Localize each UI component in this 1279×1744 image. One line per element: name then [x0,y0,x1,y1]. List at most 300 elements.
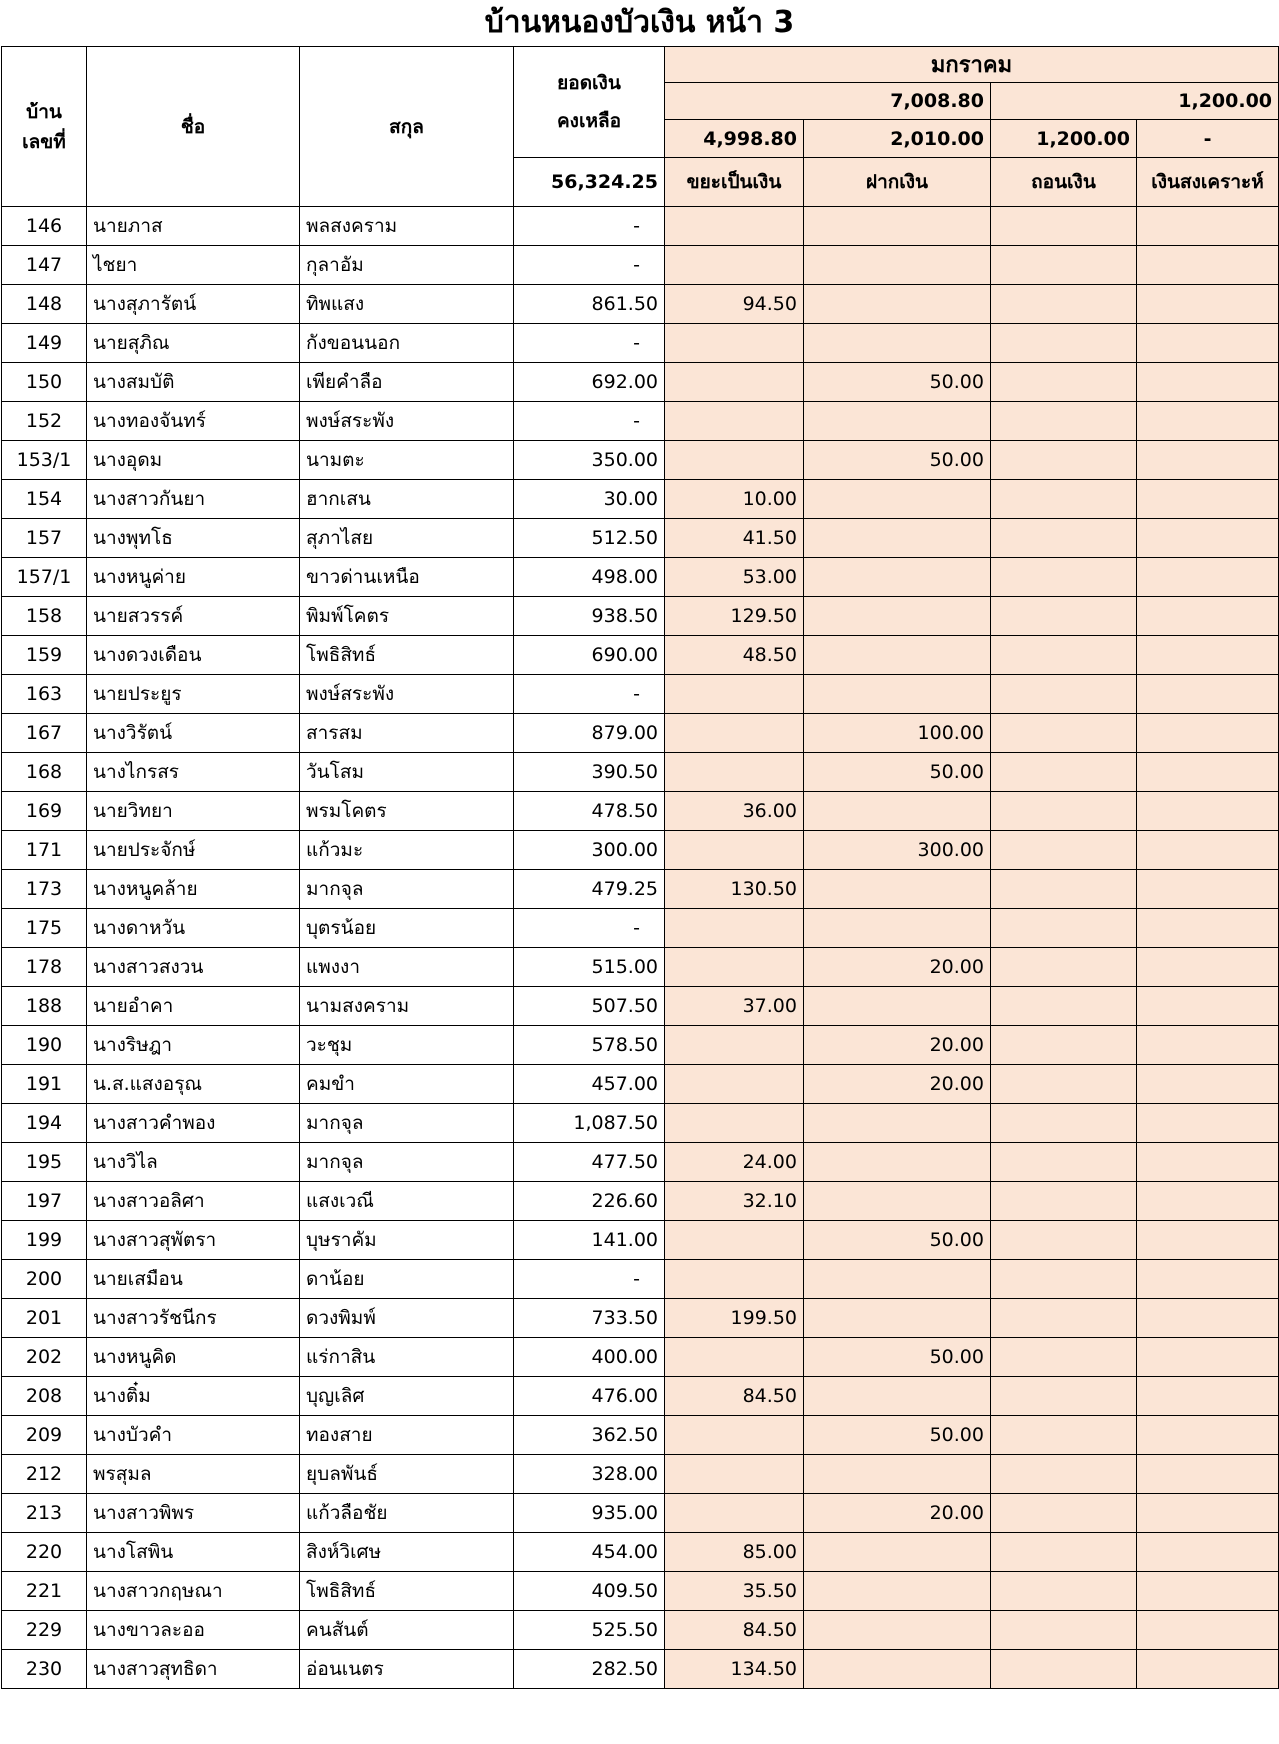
cell-surname: พรมโคตร [300,792,514,831]
table-body [2,207,1279,1689]
cell-garbage: 10.00 [665,480,804,519]
cell-no: 229 [2,1611,87,1650]
cell-withdraw [991,675,1137,714]
cell-garbage: 130.50 [665,870,804,909]
cell-surname: กังขอนนอก [300,324,514,363]
cell-welfare [1137,714,1279,753]
col-label-deposit: ฝากเงิน [804,158,991,207]
cell-balance: - [514,246,665,285]
cell-welfare [1137,1104,1279,1143]
cell-balance: 350.00 [514,441,665,480]
cell-surname: มากจุล [300,1104,514,1143]
cell-surname: ทิพแสง [300,285,514,324]
cell-balance: 454.00 [514,1533,665,1572]
cell-deposit: 20.00 [804,948,991,987]
cell-balance: - [514,324,665,363]
cell-no: 153/1 [2,441,87,480]
cell-welfare [1137,831,1279,870]
cell-withdraw [991,519,1137,558]
balance-header: ยอดเงิน คงเหลือ [514,47,665,158]
cell-garbage [665,1338,804,1377]
cell-no: 188 [2,987,87,1026]
cell-withdraw [991,1143,1137,1182]
cell-deposit: 50.00 [804,363,991,402]
cell-deposit [804,1455,991,1494]
cell-name: นางดาหวัน [87,909,300,948]
cell-withdraw [991,1104,1137,1143]
cell-name: นายอำคา [87,987,300,1026]
table-row [2,1299,1279,1338]
cell-withdraw [991,1455,1137,1494]
cell-withdraw [991,480,1137,519]
cell-deposit: 50.00 [804,1338,991,1377]
cell-name: นางสาวพิพร [87,1494,300,1533]
table-row [2,207,1279,246]
cell-no: 194 [2,1104,87,1143]
cell-surname: วันโสม [300,753,514,792]
table-row [2,909,1279,948]
cell-name: นางทองจันทร์ [87,402,300,441]
cell-name: นายเสมือน [87,1260,300,1299]
cell-no: 171 [2,831,87,870]
cell-surname: นามสงคราม [300,987,514,1026]
cell-welfare [1137,519,1279,558]
total-welfare: - [1137,120,1279,158]
cell-withdraw [991,402,1137,441]
table-row [2,1494,1279,1533]
cell-balance: 578.50 [514,1026,665,1065]
table-row [2,480,1279,519]
cell-withdraw [991,1299,1137,1338]
cell-welfare [1137,363,1279,402]
cell-no: 157 [2,519,87,558]
cell-welfare [1137,792,1279,831]
cell-balance: 300.00 [514,831,665,870]
cell-surname: แร่กาสิน [300,1338,514,1377]
cell-balance: 390.50 [514,753,665,792]
cell-no: 175 [2,909,87,948]
cell-balance: 141.00 [514,1221,665,1260]
cell-name: นางสาวกันยา [87,480,300,519]
table-row [2,1533,1279,1572]
cell-name: นายวิทยา [87,792,300,831]
table-row [2,597,1279,636]
cell-surname: กุลาอัม [300,246,514,285]
cell-surname: พงษ์สระพัง [300,402,514,441]
cell-welfare [1137,1260,1279,1299]
cell-deposit [804,1650,991,1689]
cell-balance: 512.50 [514,519,665,558]
cell-balance: - [514,1260,665,1299]
cell-deposit [804,1572,991,1611]
cell-welfare [1137,1299,1279,1338]
cell-withdraw [991,870,1137,909]
cell-garbage [665,324,804,363]
cell-withdraw [991,948,1137,987]
cell-welfare [1137,987,1279,1026]
cell-no: 163 [2,675,87,714]
cell-no: 201 [2,1299,87,1338]
cell-withdraw [991,246,1137,285]
cell-deposit [804,675,991,714]
table-row [2,870,1279,909]
table-row [2,558,1279,597]
cell-name: นางสาวสุทธิดา [87,1650,300,1689]
table-row [2,285,1279,324]
cell-garbage: 48.50 [665,636,804,675]
cell-withdraw [991,1572,1137,1611]
table-row [2,792,1279,831]
table-row [2,1416,1279,1455]
cell-surname: บุตรน้อย [300,909,514,948]
cell-surname: โพธิสิทธ์ [300,636,514,675]
cell-garbage [665,1221,804,1260]
cell-welfare [1137,675,1279,714]
cell-deposit [804,207,991,246]
table-row [2,1104,1279,1143]
cell-name: นางสาวคำพอง [87,1104,300,1143]
cell-balance: 409.50 [514,1572,665,1611]
cell-welfare [1137,753,1279,792]
month-header: มกราคม [665,47,1279,83]
cell-withdraw [991,285,1137,324]
table-row [2,1065,1279,1104]
cell-no: 200 [2,1260,87,1299]
cell-balance: - [514,207,665,246]
cell-deposit: 50.00 [804,441,991,480]
cell-garbage [665,1494,804,1533]
cell-surname: พงษ์สระพัง [300,675,514,714]
cell-welfare [1137,1455,1279,1494]
table-row [2,1221,1279,1260]
table-row [2,987,1279,1026]
cell-deposit: 50.00 [804,753,991,792]
cell-welfare [1137,1494,1279,1533]
cell-deposit [804,909,991,948]
cell-no: 213 [2,1494,87,1533]
cell-balance: 457.00 [514,1065,665,1104]
cell-name: นางริษฎา [87,1026,300,1065]
cell-welfare [1137,1182,1279,1221]
cell-no: 173 [2,870,87,909]
cell-withdraw [991,1611,1137,1650]
cell-deposit [804,636,991,675]
cell-surname: ฮากเสน [300,480,514,519]
col-label-welfare: เงินสงเคราะห์ [1137,158,1279,207]
cell-garbage [665,1104,804,1143]
cell-surname: เพียคำลือ [300,363,514,402]
surname-header: สกุล [300,47,514,207]
cell-deposit [804,870,991,909]
cell-name: นายสุภิณ [87,324,300,363]
cell-garbage [665,1260,804,1299]
cell-surname: แพงงา [300,948,514,987]
table-row [2,1338,1279,1377]
cell-garbage [665,1065,804,1104]
cell-welfare [1137,246,1279,285]
cell-name: นางอุดม [87,441,300,480]
cell-welfare [1137,1065,1279,1104]
cell-withdraw [991,987,1137,1026]
cell-welfare [1137,1650,1279,1689]
cell-surname: พลสงคราม [300,207,514,246]
cell-garbage [665,207,804,246]
table-row [2,948,1279,987]
cell-welfare [1137,1026,1279,1065]
cell-no: 199 [2,1221,87,1260]
cell-withdraw [991,714,1137,753]
cell-surname: สิงห์วิเศษ [300,1533,514,1572]
cell-no: 212 [2,1455,87,1494]
cell-garbage [665,714,804,753]
cell-balance: 479.25 [514,870,665,909]
cell-no: 159 [2,636,87,675]
cell-balance: - [514,402,665,441]
cell-surname: บุญเลิศ [300,1377,514,1416]
cell-garbage [665,909,804,948]
cell-surname: คมขำ [300,1065,514,1104]
cell-name: นางสาวสงวน [87,948,300,987]
table-row [2,324,1279,363]
cell-deposit [804,1533,991,1572]
cell-name: ไชยา [87,246,300,285]
cell-name: นางสุภารัตน์ [87,285,300,324]
cell-welfare [1137,948,1279,987]
cell-garbage: 129.50 [665,597,804,636]
cell-deposit [804,987,991,1026]
cell-welfare [1137,480,1279,519]
table-row [2,1572,1279,1611]
cell-name: นางโสพิน [87,1533,300,1572]
table-row [2,753,1279,792]
table-row [2,1260,1279,1299]
table-row [2,831,1279,870]
cell-garbage [665,1416,804,1455]
table-row [2,714,1279,753]
cell-balance: 879.00 [514,714,665,753]
cell-no: 150 [2,363,87,402]
cell-no: 149 [2,324,87,363]
cell-name: นายภาส [87,207,300,246]
subtotal-right: 1,200.00 [991,83,1279,120]
cell-surname: บุษราคัม [300,1221,514,1260]
cell-garbage: 85.00 [665,1533,804,1572]
cell-surname: ดาน้อย [300,1260,514,1299]
table-row [2,363,1279,402]
cell-welfare [1137,402,1279,441]
cell-balance: - [514,909,665,948]
cell-balance: 938.50 [514,597,665,636]
house-no-header: บ้าน เลขที่ [2,47,87,207]
cell-surname: พิมพ์โคตร [300,597,514,636]
cell-garbage [665,363,804,402]
cell-name: นางติ๋ม [87,1377,300,1416]
cell-welfare [1137,870,1279,909]
cell-no: 191 [2,1065,87,1104]
cell-deposit [804,558,991,597]
cell-surname: ทองสาย [300,1416,514,1455]
cell-deposit [804,324,991,363]
cell-no: 147 [2,246,87,285]
cell-balance: 515.00 [514,948,665,987]
cell-deposit: 300.00 [804,831,991,870]
cell-no: 208 [2,1377,87,1416]
cell-balance: 690.00 [514,636,665,675]
cell-welfare [1137,558,1279,597]
cell-deposit: 100.00 [804,714,991,753]
cell-balance: 507.50 [514,987,665,1026]
cell-welfare [1137,1572,1279,1611]
cell-withdraw [991,1494,1137,1533]
cell-withdraw [991,207,1137,246]
cell-name: นางสาวสุพัตรา [87,1221,300,1260]
cell-withdraw [991,753,1137,792]
cell-garbage: 32.10 [665,1182,804,1221]
cell-garbage: 84.50 [665,1611,804,1650]
cell-name: นายประจักษ์ [87,831,300,870]
cell-withdraw [991,558,1137,597]
cell-withdraw [991,1221,1137,1260]
cell-name: นางสมบัติ [87,363,300,402]
cell-deposit [804,597,991,636]
cell-withdraw [991,1026,1137,1065]
table-row [2,402,1279,441]
cell-garbage: 35.50 [665,1572,804,1611]
cell-withdraw [991,792,1137,831]
cell-garbage [665,675,804,714]
table-row [2,1026,1279,1065]
cell-withdraw [991,441,1137,480]
cell-name: นางขาวละออ [87,1611,300,1650]
cell-surname: ขาวด่านเหนือ [300,558,514,597]
cell-welfare [1137,1377,1279,1416]
cell-welfare [1137,207,1279,246]
cell-surname: คนสันต์ [300,1611,514,1650]
cell-deposit: 20.00 [804,1026,991,1065]
cell-no: 158 [2,597,87,636]
cell-deposit [804,1260,991,1299]
cell-surname: อ่อนเนตร [300,1650,514,1689]
cell-deposit [804,1299,991,1338]
cell-no: 167 [2,714,87,753]
cell-surname: แก้วมะ [300,831,514,870]
cell-deposit [804,1143,991,1182]
cell-garbage: 37.00 [665,987,804,1026]
cell-no: 178 [2,948,87,987]
page-title: บ้านหนองบัวเงิน หน้า 3 [484,5,795,40]
name-header: ชื่อ [87,47,300,207]
cell-withdraw [991,324,1137,363]
table-row [2,636,1279,675]
cell-name: นางวิรัตน์ [87,714,300,753]
cell-balance: 478.50 [514,792,665,831]
cell-name: นายสวรรค์ [87,597,300,636]
cell-balance: 282.50 [514,1650,665,1689]
cell-balance: 226.60 [514,1182,665,1221]
cell-surname: แก้วลือชัย [300,1494,514,1533]
table-row [2,519,1279,558]
cell-garbage: 41.50 [665,519,804,558]
cell-withdraw [991,636,1137,675]
cell-balance: 30.00 [514,480,665,519]
cell-no: 148 [2,285,87,324]
cell-balance: 935.00 [514,1494,665,1533]
cell-garbage: 53.00 [665,558,804,597]
cell-surname: มากจุล [300,870,514,909]
cell-no: 157/1 [2,558,87,597]
cell-garbage [665,441,804,480]
cell-deposit: 20.00 [804,1494,991,1533]
cell-name: นางบัวคำ [87,1416,300,1455]
total-deposit: 2,010.00 [804,120,991,158]
cell-deposit [804,1377,991,1416]
subtotal-left: 7,008.80 [665,83,991,120]
cell-no: 230 [2,1650,87,1689]
cell-garbage [665,831,804,870]
cell-garbage: 36.00 [665,792,804,831]
cell-no: 146 [2,207,87,246]
cell-balance: 525.50 [514,1611,665,1650]
cell-surname: มากจุล [300,1143,514,1182]
cell-withdraw [991,1650,1137,1689]
cell-garbage [665,753,804,792]
cell-name: นางสาวกฤษณา [87,1572,300,1611]
cell-balance: 400.00 [514,1338,665,1377]
cell-garbage: 199.50 [665,1299,804,1338]
cell-deposit [804,1182,991,1221]
cell-welfare [1137,324,1279,363]
table-row [2,1182,1279,1221]
cell-garbage [665,402,804,441]
cell-garbage: 24.00 [665,1143,804,1182]
cell-no: 197 [2,1182,87,1221]
cell-surname: นามตะ [300,441,514,480]
cell-balance: 328.00 [514,1455,665,1494]
cell-garbage: 134.50 [665,1650,804,1689]
cell-no: 190 [2,1026,87,1065]
cell-surname: สุภาไสย [300,519,514,558]
table-row [2,246,1279,285]
cell-welfare [1137,1143,1279,1182]
cell-withdraw [991,1377,1137,1416]
cell-welfare [1137,1611,1279,1650]
cell-deposit [804,519,991,558]
cell-balance: 498.00 [514,558,665,597]
cell-withdraw [991,1338,1137,1377]
cell-surname: ดวงพิมพ์ [300,1299,514,1338]
cell-name: นางไกรสร [87,753,300,792]
cell-no: 168 [2,753,87,792]
balance-total: 56,324.25 [514,158,665,207]
cell-withdraw [991,1533,1137,1572]
cell-name: นางหนูคิด [87,1338,300,1377]
savings-table [1,46,1279,1689]
cell-deposit: 50.00 [804,1221,991,1260]
cell-balance: - [514,675,665,714]
table-row [2,441,1279,480]
cell-withdraw [991,909,1137,948]
cell-balance: 477.50 [514,1143,665,1182]
table-row [2,1650,1279,1689]
cell-name: นางหนูคล้าย [87,870,300,909]
cell-deposit [804,480,991,519]
cell-balance: 362.50 [514,1416,665,1455]
col-label-withdraw: ถอนเงิน [991,158,1137,207]
cell-garbage [665,1455,804,1494]
cell-no: 220 [2,1533,87,1572]
cell-withdraw [991,363,1137,402]
cell-name: นางหนูค่าย [87,558,300,597]
